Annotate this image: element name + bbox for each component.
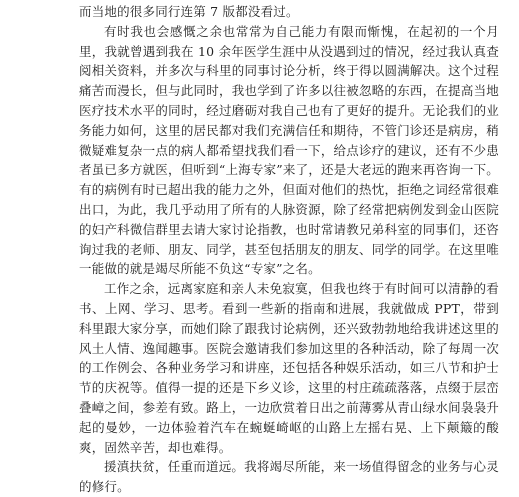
paragraph-1: 而当地的很多同行连第 7 版都没看过。 <box>79 4 299 19</box>
paragraph-3: 工作之余，远离家庭和亲人未免寂寞，但我也终于有时间可以清静的看书、上网、学习、思考。看到一些新的指南和进展，我就做成 PPT，带到科里跟大家分享，而她们除了跟我讨论病例，还兴致勃勃地给我讲述这里的风土人情、逸闻趣事。医院会邀请我们参加这里的各种活动，除了每周一次的工作例会、各种业务学习和讲座，还包括各种娱乐活动，如三八节和护士节的庆祝等。值得一提的还是下乡义诊，这里的村庄疏疏落落，点缀于层峦叠嶂之间，参差有致。路上，一边欣赏着日出之前薄雾从青山绿水间袅袅升起的曼妙，一边体验着汽车在蜿蜒崎岖的山路上左摇右晃、上下颠簸的酸爽，固然辛苦，却也难得。 <box>79 281 499 455</box>
body-text <box>79 2 499 497</box>
paragraph-4: 援滇扶贫，任重而道远。我将竭尽所能，来一场值得留念的业务与心灵的修行。 <box>79 459 499 495</box>
paragraph-2: 有时我也会感慨之余也常常为自己能力有限而惭愧，在起初的一个月里，我就曾遇到我在 10 余年医学生涯中从没遇到过的情况，经过我认真查阅相关资料，并多次与科里的同事讨论分析，终于得以圆满解决。这个过程痛苦而漫长，但与此同时，我也学到了许多以往被忽略的东西，在提高当地医疗技术水平的同时，经过磨砺对我自己也有了更好的提升。无论我们的业务能力如何，这里的居民都对我们充满信任和期待，不管门诊还是病房，稍微疑难复杂一点的病人都希望找我们看一下，给点诊疗的建议，还有不少患者虽已多方就医，但听到“上海专家”来了，还是大老远的跑来再咨询一下。有的病例有时已超出我的能力之外，但面对他们的热忱，拒绝之词经常很难出口，为此，我几乎动用了所有的人脉资源，除了经常把病例发到金山医院的妇产科微信群里去请大家讨论指教，也时常请教兄弟科室的同事们，还咨询过我的老师、朋友、同学，甚至包括朋友的朋友、同学的同学。在这里唯一能做的就是竭尽所能不负这“专家”之名。 <box>79 23 499 277</box>
